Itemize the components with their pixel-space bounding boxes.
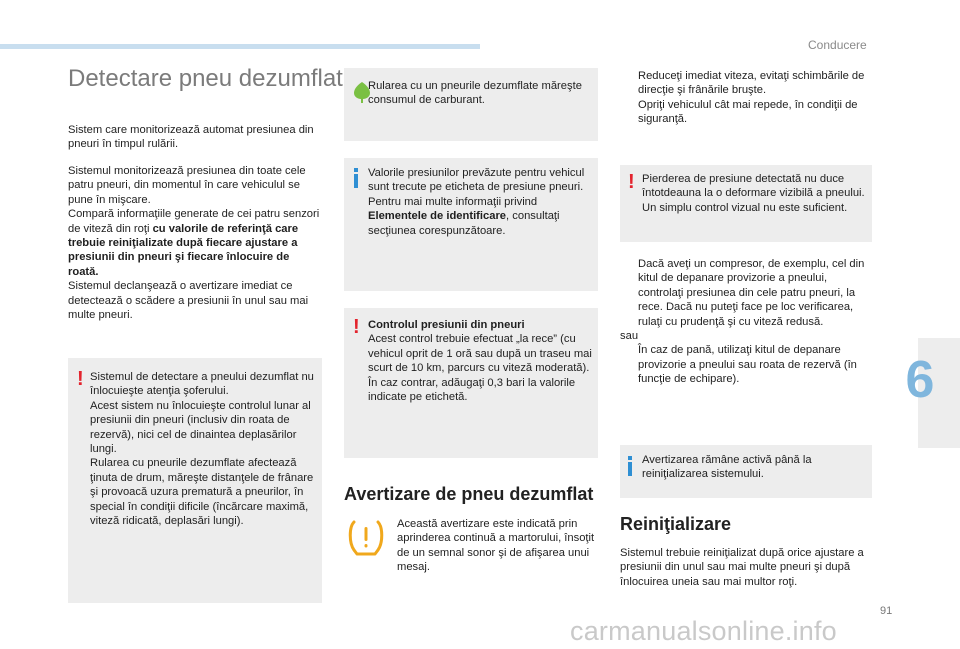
page-number: 91	[880, 605, 893, 617]
visual-check-text: Pierderea de presiune detectată nu duce întotdeauna la o deformare vizibilă a pneului. Un simplu control vizual nu este suficient.	[642, 173, 865, 214]
watermark: carmanualsonline.info	[570, 616, 837, 646]
header-accent-bar	[0, 44, 480, 49]
info-line-2-end: , consultaţi secţiunea corespunzătoare.	[368, 210, 560, 237]
warning-icon: !	[353, 316, 360, 338]
list-item-text: Opriţi vehiculul cât mai repede, în condiţii de siguranţă.	[638, 98, 858, 126]
warning-line-2: Acest sistem nu înlocuieşte controlul lunar al presiunii din pneuri (inclusiv din roata de rezervă), nici cel de dinaintea deplasărilor lungi.	[90, 399, 311, 456]
tyre-pressure-warning-icon	[345, 516, 387, 558]
alert-text: Această avertizare este indicată prin aprinderea continuă a martorului, însoţit de un semnal sonor şi de afişarea unui mesaj.	[397, 518, 595, 574]
warning-box-text	[90, 370, 316, 528]
info-line-2	[368, 195, 590, 238]
info-box-pressure-label	[344, 158, 598, 291]
warning-icon: !	[77, 368, 84, 390]
pressure-check-title: Controlul presiunii din pneuri	[368, 319, 525, 331]
list-item-text: Dacă aveţi un compresor, de exemplu, cel din kitul de depanare provizorie a pneului, controlaţi presiunea din cele patru pneuri, la rece. Dacă nu puteţi face pe loc verificarea, rulaţi cu prudenţă şi cu viteză redusă.	[638, 258, 865, 328]
section-name: Conducere	[808, 38, 867, 52]
list-item-text: În caz de pană, utilizaţi kitul de depanare provizorie a pneului sau roata de rezervă (în funcţie de echipare).	[638, 344, 857, 386]
pressure-check-line-2: În caz contrar, adăugaţi 0,3 bari la valorile indicate pe etichetă.	[368, 376, 576, 404]
info-line-2-start: Pentru mai multe informaţii privind	[368, 195, 538, 208]
info-icon	[628, 456, 632, 476]
info-line-2-bold: Elementele de identificare	[368, 210, 507, 223]
info-icon	[354, 168, 358, 188]
reset-text: Sistemul trebuie reiniţializat după orice ajustare a presiunii din unul sau mai multe pneuri şi după înlocuirea uneia sau mai multor roţi.	[620, 547, 864, 588]
info-line-1: Valorile presiunilor prevăzute pentru vehicul sunt trecute pe eticheta de presiune pneuri.	[368, 167, 585, 194]
warning-line-3: Rularea cu pneurile dezumflate afectează ţinuta de drum, măreşte distanţele de frânare şi provoacă uzura prematură a pneurilor, în special în condiţii dificile (încărcare maximă, viteză ridicată, deplasări lungi).	[90, 457, 314, 528]
system-description-compare	[68, 207, 320, 279]
warning-icon: !	[628, 171, 635, 193]
list-item-text: Reduceţi imediat viteza, evitaţi schimbările de direcţie şi frânările bruşte.	[638, 70, 865, 97]
warning-box-driver	[68, 358, 322, 603]
eco-box	[344, 68, 598, 141]
compare-bold: cu valorile de referinţă care trebuie reiniţializate după fiecare ajustare a presiunii din pneuri şi fiecare înlocuire de roată.	[68, 222, 299, 278]
compressor-actions-list	[620, 257, 874, 387]
system-description-alert: Sistemul declanşează o avertizare imediat ce detectează o scădere a presiunii în unul sau mai multe pneuri.	[68, 280, 309, 322]
warning-box-visual-check	[620, 165, 872, 242]
info-box-text	[368, 166, 590, 238]
list-item	[620, 98, 872, 127]
immediate-actions-list	[620, 69, 872, 127]
intro-paragraph: Sistem care monitorizează automat presiunea din pneuri în timpul rulării.	[68, 124, 314, 151]
warning-line-1: Sistemul de detectare a pneului dezumflat nu înlocuieşte atenţia şoferului.	[90, 371, 314, 398]
list-item	[620, 69, 872, 98]
list-item	[620, 343, 874, 386]
compare-text: Compară informaţiile generate de cei patru senzori de viteză din roţi	[68, 208, 320, 235]
pressure-check-text	[368, 318, 592, 404]
warning-box-pressure-check	[344, 308, 598, 458]
info-box-alert-active	[620, 445, 872, 498]
alert-section-title: Avertizare de pneu dezumflat	[344, 484, 594, 504]
alternative-separator: sau	[620, 330, 639, 343]
system-description	[68, 164, 320, 322]
system-description-line: Sistemul monitorizează presiunea din toate cele patru pneuri, din momentul în care vehiculul se pune în mişcare.	[68, 165, 306, 206]
list-item	[620, 257, 874, 329]
eco-text: Rularea cu un pneurile dezumflate măreşte consumul de carburant.	[368, 80, 582, 107]
reset-section-title: Reiniţializare	[620, 514, 732, 534]
pressure-check-line-1: Acest control trebuie efectuat „la rece” (cu vehicul oprit de 1 oră sau după un traseu mai scurt de 10 km, parcurs cu viteză moderată).	[368, 333, 592, 375]
page-title: Detectare pneu dezumflat	[68, 65, 343, 92]
alert-active-text: Avertizarea rămâne activă până la reiniţializarea sistemului.	[642, 454, 812, 481]
chapter-number: 6	[905, 351, 935, 409]
